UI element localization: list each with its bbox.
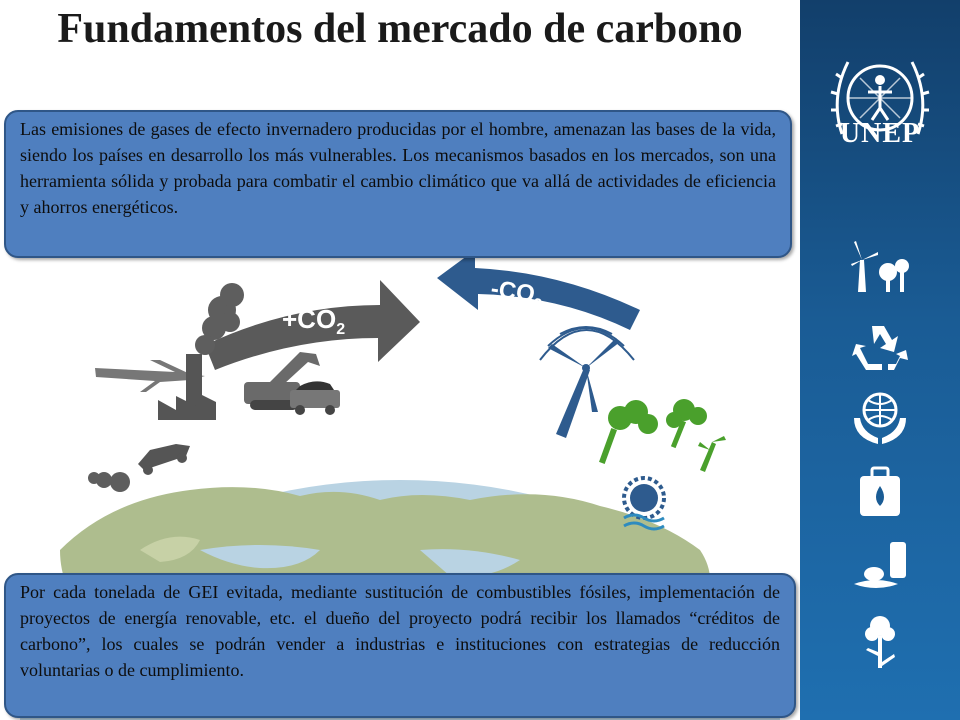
minus-co2-arrow bbox=[437, 250, 640, 330]
plant-icon bbox=[848, 612, 912, 672]
bottom-text-box: Por cada tonelada de GEI evitada, mediante sustitución de combustibles fósiles, implementación de proyectos de energía renovable, etc. el dueño del proyecto podrá recibir los llamados “créditos de carbono”, los cuales se podrán vender a industrias e instituciones con estrategias de reducción voluntarias o de cumplimiento. bbox=[4, 573, 796, 718]
top-text-box: Las emisiones de gases de efecto invernadero producidas por el hombre, amenazan las bases de la vida, siendo los países en desarrollo los más vulnerables. Los mecanismos basados en los mercados, son una herramienta sólida y probada para combatir el cambio climático que va allá de actividades de eficiencia y ahorros energéticos. bbox=[4, 110, 792, 258]
plus-co2-sub: 2 bbox=[336, 321, 346, 338]
trees-icon bbox=[599, 399, 726, 472]
recycle-icon bbox=[848, 318, 912, 378]
toolkit-icon bbox=[848, 462, 912, 522]
plus-co2-label: +CO bbox=[282, 304, 337, 334]
excavator-icon bbox=[244, 352, 340, 415]
car-icon bbox=[138, 444, 190, 475]
unep-logo-text: UNEP bbox=[839, 118, 921, 149]
globe-hands-icon bbox=[848, 388, 912, 448]
svg-text:+CO2 bbox=[282, 304, 345, 338]
minus-co2-label: -CO bbox=[489, 275, 537, 309]
unep-sidebar bbox=[800, 0, 960, 720]
barrel-spill-icon bbox=[848, 536, 912, 596]
minus-co2-sub: 2 bbox=[532, 295, 543, 314]
page-title: Fundamentos del mercado de carbono bbox=[57, 6, 743, 52]
wind-trees-icon bbox=[848, 236, 912, 296]
